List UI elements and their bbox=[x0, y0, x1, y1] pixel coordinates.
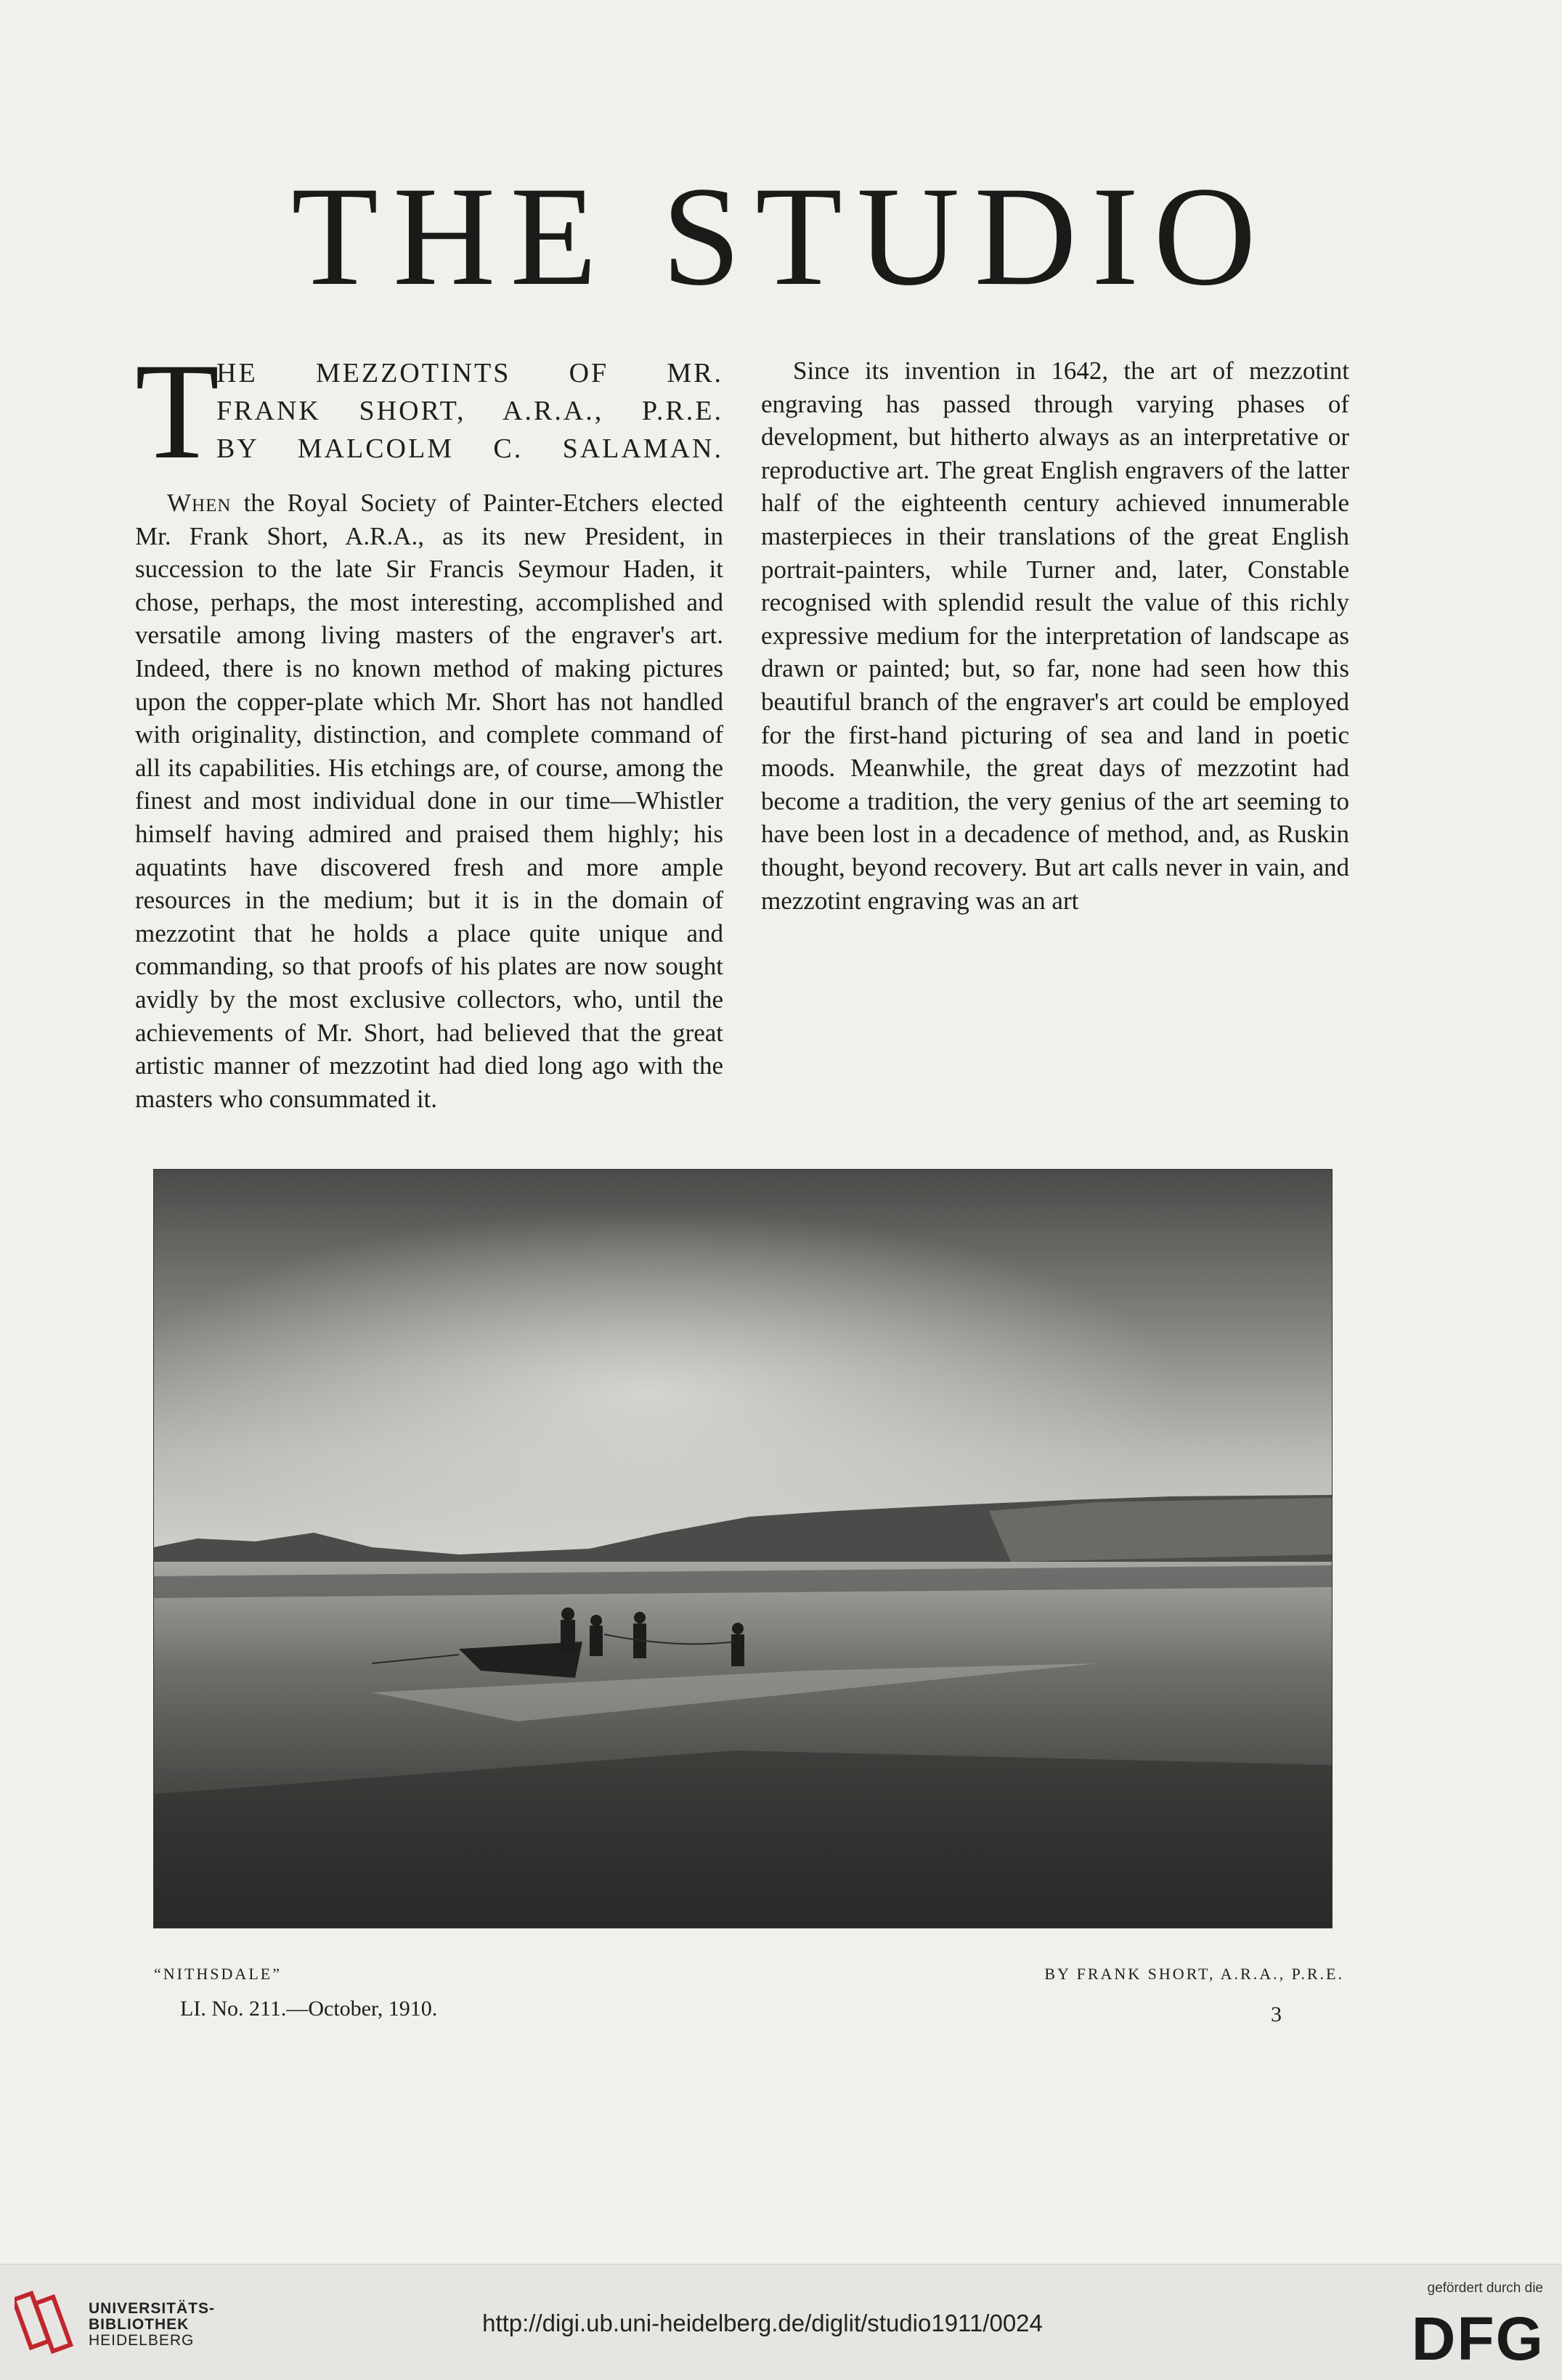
right-column bbox=[761, 354, 1349, 917]
masthead: THE STUDIO bbox=[291, 158, 1271, 315]
library-line-1: UNIVERSITÄTS- bbox=[89, 2300, 216, 2317]
figure-fisherman-4 bbox=[731, 1634, 744, 1666]
heading-line-3: BY MALCOLM C. SALAMAN. bbox=[216, 433, 723, 464]
article-heading bbox=[135, 335, 723, 488]
paragraph-1-text: the Royal Society of Painter-Etchers elected Mr. Frank Short, A.R.A., as its new President, in succession to the late Sir Francis Seymour Haden, it chose, perhaps, the most interesting, accomplished and versatile among living masters of the engraver's art. Indeed, there is no known method of making pictures upon the copper-plate which Mr. Short has not handled with originality, distinction, and complete command of all its capabilities. His etchings are, of course, among the finest and most individual done in our time—Whistler himself having admired and praised them highly; his aquatints have discovered fresh and more ample resources in the medium; but it is in the domain of mezzotint that he holds a place quite unique and commanding, so that proofs of his plates are now sought avidly by the most exclusive collectors, who, until the achievements of Mr. Short, had believed that the great artistic manner of mezzotint had died long ago with the masters who consummated it. bbox=[135, 489, 723, 1113]
dfg-logo: DFG bbox=[1411, 2304, 1545, 2373]
left-column bbox=[135, 335, 723, 1115]
plate-credit: BY FRANK SHORT, A.R.A., P.R.E. bbox=[1044, 1965, 1344, 1983]
library-logo-icon bbox=[15, 2281, 80, 2364]
heading-line-1: HE MEZZOTINTS OF MR. bbox=[216, 358, 723, 388]
library-footer bbox=[0, 2264, 1562, 2380]
issue-line: LI. No. 211.—October, 1910. bbox=[180, 1997, 438, 2021]
paragraph-2: Since its invention in 1642, the art of mezzotint engraving has passed through varying phases of development, but hitherto always as an interpretative or reproductive art. The great English engravers of the latter half of the eighteenth century achieved innumerable masterpieces in their translations of the great English portrait-painters, while Turner and, later, Constable recognised with splendid result the value of this richly expressive medium for the interpretation of landscape as drawn or painted; but, so far, none had seen how this beautiful branch of the engraver's art could be employed for the first-hand picturing of sea and land in poetic moods. Meanwhile, the great days of mezzotint had become a tradition, the very genius of the art seeming to have been lost in a decadence of method, and, as Ruskin thought, beyond recovery. But art calls never in vain, and mezzotint engraving was an art bbox=[761, 356, 1349, 915]
plate-title: “NITHSDALE” bbox=[154, 1965, 282, 1983]
library-line-3: HEIDELBERG bbox=[89, 2332, 195, 2349]
library-name bbox=[89, 2301, 215, 2349]
heading-line-2: FRANK SHORT, A.R.A., P.R.E. bbox=[216, 396, 723, 426]
figure-fisherman-1 bbox=[561, 1620, 575, 1652]
heading-lines bbox=[216, 354, 723, 468]
library-line-2: BIBLIOTHEK bbox=[89, 2316, 190, 2333]
drop-cap: T bbox=[135, 335, 220, 488]
paragraph-1 bbox=[135, 486, 723, 1115]
lead-word: When bbox=[167, 489, 232, 517]
figure-fisherman-2 bbox=[590, 1626, 603, 1656]
permalink-url[interactable]: http://digi.ub.uni-heidelberg.de/diglit/studio1911/0024 bbox=[482, 2310, 1043, 2336]
funding-note: gefördert durch die bbox=[1427, 2281, 1543, 2296]
mezzotint-plate bbox=[153, 1169, 1333, 1928]
page-number: 3 bbox=[1271, 2002, 1282, 2026]
